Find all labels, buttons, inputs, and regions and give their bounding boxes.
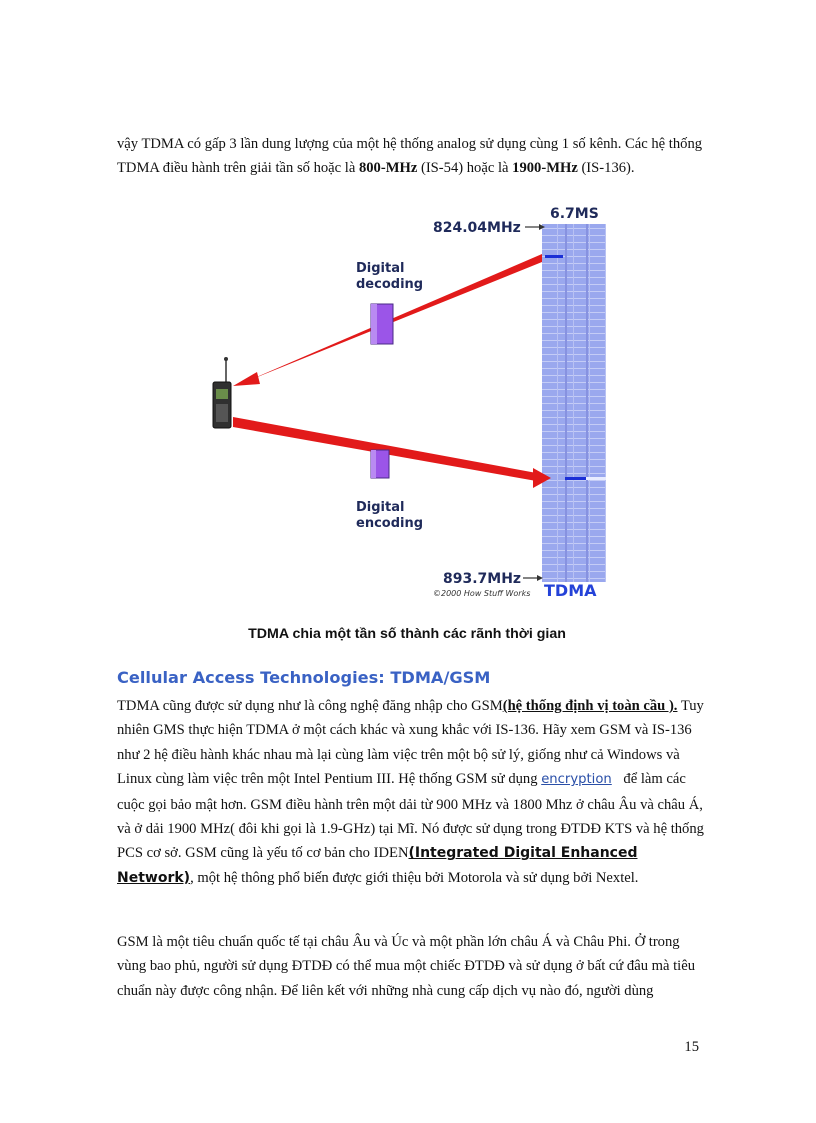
- top-frequency-label: 824.04MHz: [433, 220, 521, 236]
- encryption-link[interactable]: encryption: [541, 772, 612, 788]
- decoding-label-line1: Digital: [356, 261, 405, 276]
- slot-label: 6.7MS: [550, 206, 599, 222]
- text-span: để làm các cuộc gọi bảo mật hơn. GSM điều hành trên một dải từ 900 MHz và 1800 Mhz ở châu Âu và châu Á, và ở dải 1900 MHz( đôi khi gọi là 1.9-GHz) tại Mĩ. Nó được sử dụng trong ĐTDĐ KTS và hệ thống PCS cơ sở. GSM cũng là yếu tố cơ bản cho IDEN: [117, 771, 704, 862]
- gps-link[interactable]: (hệ thống định vị toàn cầu ).: [502, 698, 678, 714]
- decoding-processor-shade: [371, 304, 377, 344]
- iden-link[interactable]: (Integrated Digital Enhanced Network): [117, 845, 638, 886]
- decoding-label-line2: decoding: [356, 277, 424, 292]
- slot-highlight: [586, 477, 606, 480]
- page-number: 15: [684, 1039, 699, 1055]
- text-span: , một hệ thông phổ biến được giới thiệu bởi Motorola và sử dụng bởi Nextel.: [190, 869, 639, 886]
- paragraph-tdma-capacity: [117, 132, 707, 181]
- frame-divider: [586, 224, 588, 582]
- bottom-frequency-label: 893.7MHz: [443, 571, 522, 587]
- encoding-label-line2: encoding: [356, 516, 424, 531]
- paragraph-tdma-gsm: [117, 694, 707, 890]
- frequency-slot-grid: [542, 224, 606, 582]
- figure-caption: TDMA chia một tần số thành các rãnh thời gian: [248, 626, 566, 642]
- active-slot-bottom: [565, 477, 586, 480]
- text-span: (IS-54) hoặc là: [417, 160, 513, 177]
- text-span: Tuy nhiên GMS thực hiện TDMA ở một cách khác và xung khắc với IS-136. Hãy xem GSM và IS-136 như 2 hệ điều hành khác nhau mà lại cùng làm việc trên một bộ sử lý, giống như cả Windows và Linux cùng làm việc trên một Intel Pentium III. Hệ thống GSM sử dụng: [117, 698, 704, 788]
- text-span: TDMA cũng được sử dụng như là công nghệ đăng nhập cho GSM: [117, 698, 503, 714]
- bold-800mhz: 800-MHz: [358, 160, 418, 177]
- encoding-processor-shade: [371, 450, 376, 478]
- incoming-arrowhead: [233, 372, 260, 386]
- tdma-label: TDMA: [544, 581, 597, 600]
- active-slot-top: [545, 255, 563, 258]
- copyright-text: ©2000 How Stuff Works: [433, 589, 531, 598]
- frame-divider: [565, 224, 567, 582]
- mobile-phone-icon: [213, 357, 231, 428]
- paragraph-gsm-standard: GSM là một tiêu chuẩn quốc tế tại châu Âu và Úc và một phần lớn châu Á và Châu Phi. Ở trong vùng bao phủ, người sử dụng ĐTDĐ có thể mua một chiếc ĐTDĐ và sử dụng ở bất cứ đâu mà tiêu chuẩn này được công nhận. Để liên kết với những nhà cung cấp dịch vụ nào đó, người dùng: [117, 934, 696, 999]
- encoding-label-line1: Digital: [356, 500, 405, 515]
- bold-1900mhz: 1900-MHz: [512, 160, 578, 177]
- tdma-diagram: [205, 200, 615, 602]
- section-heading: Cellular Access Technologies: TDMA/GSM: [117, 668, 491, 687]
- text-span: (IS-136).: [577, 160, 635, 177]
- text-span: vậy TDMA có gấp 3 lần dung lượng của một hệ thống analog sử dụng cùng 1 số kênh. Các hệ thống TDMA điều hành trên giải tần số hoặc là: [117, 136, 703, 177]
